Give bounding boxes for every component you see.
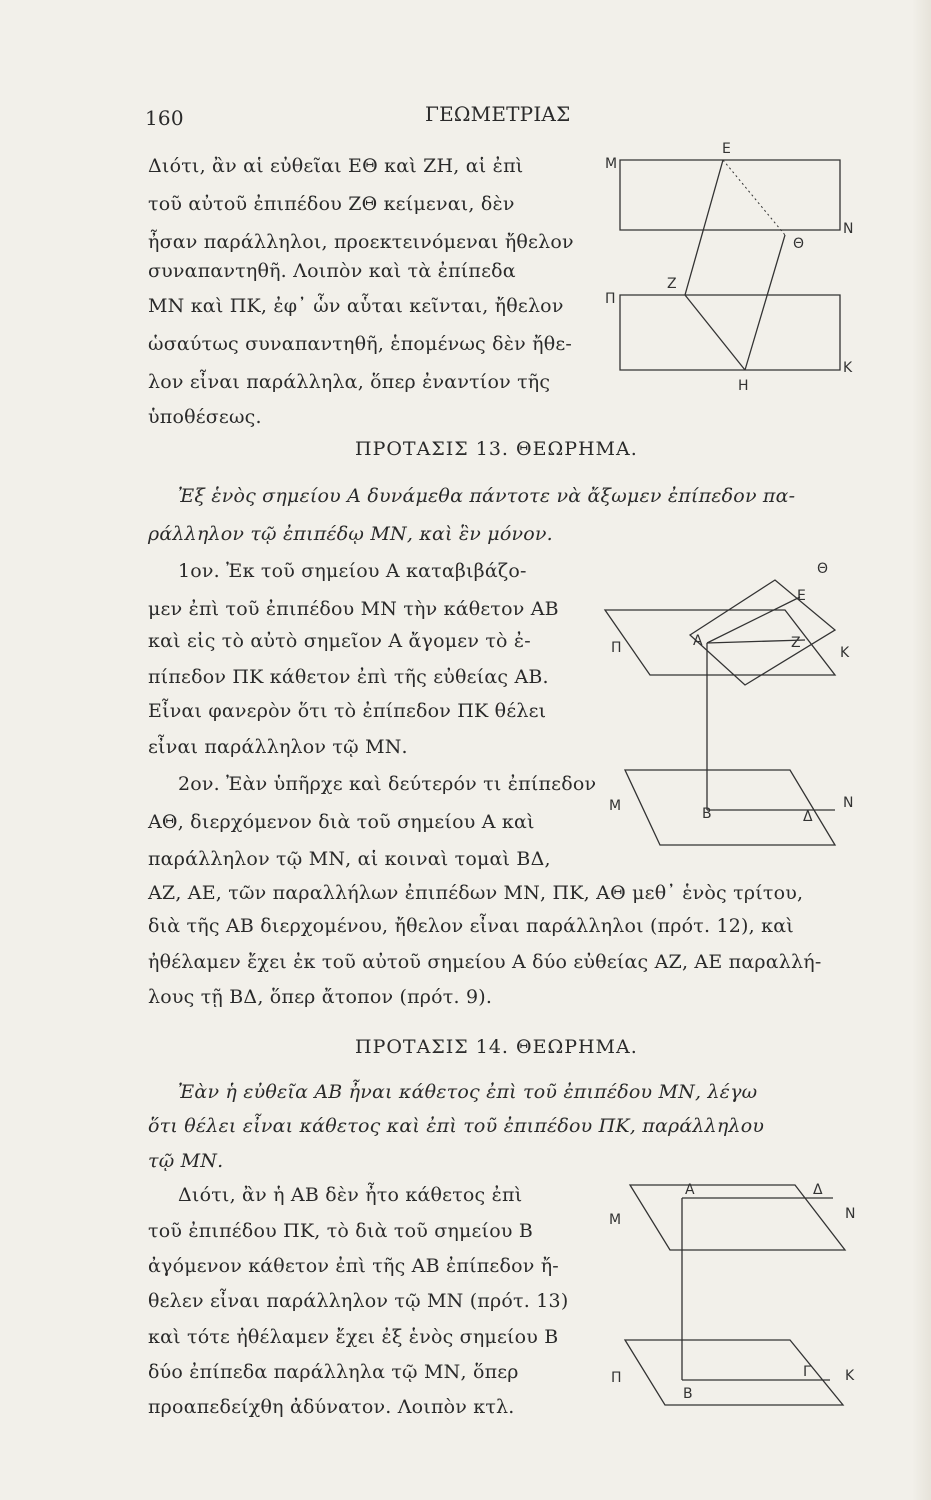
label-N: Ν — [843, 795, 854, 811]
label-A: Α — [685, 1182, 695, 1198]
text-line: ἦσαν παράλληλοι, προεκτεινόμεναι ἤθελον — [148, 231, 574, 253]
text-line: 1ον. Ἐκ τοῦ σημείου Α καταβιβάζο- — [178, 560, 527, 582]
figure-parallel-planes-1 — [605, 135, 865, 405]
label-TH: Θ — [817, 561, 829, 577]
text-line: εἶναι παράλληλον τῷ ΜΝ. — [148, 736, 408, 758]
label-G: Γ — [803, 1364, 811, 1380]
label-P: Π — [611, 1370, 622, 1386]
text-line: ἠθέλαμεν ἔχει ἐκ τοῦ αὐτοῦ σημείου Α δύο εὐθείας ΑΖ, ΑΕ παραλλή- — [148, 951, 822, 973]
label-K: Κ — [840, 645, 850, 661]
figure-parallel-planes-3 — [605, 1170, 865, 1420]
label-M: Μ — [609, 798, 622, 814]
text-line: προαπεδείχθη ἀδύνατον. Λοιπὸν κτλ. — [148, 1396, 515, 1418]
label-A: Α — [693, 633, 703, 649]
text-line: τοῦ αὐτοῦ ἐπιπέδου ΖΘ κείμεναι, δὲν — [148, 193, 515, 215]
label-P: Π — [605, 291, 616, 307]
text-line: ΜΝ καὶ ΠΚ, ἐφ᾽ ὧν αὗται κεῖνται, ἤθελον — [148, 295, 564, 317]
text-line: Διότι, ἂν ἡ ΑΒ δὲν ἦτο κάθετος ἐπὶ — [178, 1184, 523, 1206]
text-line: ΑΘ, διερχόμενον διὰ τοῦ σημείου Α καὶ — [148, 811, 535, 833]
proposition-13-statement: ράλληλον τῷ ἐπιπέδῳ ΜΝ, καὶ ἓν μόνον. — [148, 523, 553, 545]
proposition-14-statement: Ἐὰν ἡ εὐθεῖα ΑΒ ἦναι κάθετος ἐπὶ τοῦ ἐπιπέδου ΜΝ, λέγω — [178, 1081, 758, 1103]
text-line: 2ον. Ἐὰν ὑπῆρχε καὶ δεύτερόν τι ἐπίπεδον — [178, 773, 597, 795]
text-line: τοῦ ἐπιπέδου ΠΚ, τὸ διὰ τοῦ σημείου Β — [148, 1220, 533, 1242]
label-E: Ε — [797, 588, 806, 604]
label-K: Κ — [845, 1368, 855, 1384]
label-K: Κ — [843, 360, 853, 376]
label-B: Β — [683, 1386, 693, 1402]
label-M: Μ — [609, 1212, 622, 1228]
text-line: παράλληλον τῷ ΜΝ, αἱ κοιναὶ τομαὶ ΒΔ, — [148, 848, 551, 870]
label-P: Π — [611, 640, 622, 656]
label-B: Β — [702, 806, 712, 822]
page-number: 160 — [145, 106, 184, 130]
label-TH: Θ — [793, 236, 805, 252]
text-line: συναπαντηθῆ. Λοιπὸν καὶ τὰ ἐπίπεδα — [148, 260, 516, 282]
proposition-13-statement: Ἐξ ἑνὸς σημείου Α δυνάμεθα πάντοτε νὰ ἄξωμεν ἐπίπεδον πα- — [178, 485, 796, 507]
label-D: Δ — [803, 809, 813, 825]
text-line: δύο ἐπίπεδα παράλληλα τῷ ΜΝ, ὅπερ — [148, 1361, 519, 1383]
proposition-13-heading: ΠΡΟΤΑΣΙΣ 13. ΘΕΩΡΗΜΑ. — [355, 438, 638, 460]
label-Z: Ζ — [667, 276, 677, 292]
text-line: Διότι, ἂν αἱ εὐθεῖαι ΕΘ καὶ ΖΗ, αἱ ἐπὶ — [148, 155, 524, 177]
label-E: Ε — [722, 141, 731, 157]
text-line: πίπεδον ΠΚ κάθετον ἐπὶ τῆς εὐθείας ΑΒ. — [148, 666, 549, 688]
proposition-14-statement: τῷ ΜΝ. — [148, 1150, 224, 1172]
page-edge-shadow — [912, 0, 931, 1500]
running-title: ΓΕΩΜΕΤΡΙΑΣ — [425, 102, 571, 126]
text-line: ὡσαύτως συναπαντηθῆ, ἑπομένως δὲν ἤθε- — [148, 333, 573, 355]
label-H: Η — [738, 378, 749, 394]
text-line: λον εἶναι παράλληλα, ὅπερ ἐναντίον τῆς — [148, 371, 551, 393]
text-line: ὑποθέσεως. — [148, 406, 262, 428]
text-line: θελεν εἶναι παράλληλον τῷ ΜΝ (πρότ. 13) — [148, 1290, 569, 1312]
label-N: Ν — [845, 1206, 856, 1222]
text-line: καὶ τότε ἠθέλαμεν ἔχει ἐξ ἑνὸς σημείου Β — [148, 1326, 559, 1348]
text-line: καὶ εἰς τὸ αὐτὸ σημεῖον Α ἄγομεν τὸ ἐ- — [148, 630, 531, 652]
text-line: διὰ τῆς ΑΒ διερχομένου, ἤθελον εἶναι παράλληλοι (πρότ. 12), καὶ — [148, 915, 794, 937]
proposition-14-statement: ὅτι θέλει εἶναι κάθετος καὶ ἐπὶ τοῦ ἐπιπέδου ΠΚ, παράλληλου — [148, 1115, 765, 1137]
proposition-14-heading: ΠΡΟΤΑΣΙΣ 14. ΘΕΩΡΗΜΑ. — [355, 1036, 638, 1058]
label-M: Μ — [605, 156, 618, 172]
label-Z: Ζ — [791, 635, 801, 651]
figure-parallel-planes-2 — [605, 545, 865, 865]
text-line: λους τῇ ΒΔ, ὅπερ ἄτοπον (πρότ. 9). — [148, 986, 493, 1008]
label-D: Δ — [813, 1182, 823, 1198]
text-line: ΑΖ, ΑΕ, τῶν παραλλήλων ἐπιπέδων ΜΝ, ΠΚ, ΑΘ μεθ᾽ ἑνὸς τρίτου, — [148, 882, 804, 904]
text-line: ἀγόμενον κάθετον ἐπὶ τῆς ΑΒ ἐπίπεδον ἤ- — [148, 1255, 559, 1277]
text-line: Εἶναι φανερὸν ὅτι τὸ ἐπίπεδον ΠΚ θέλει — [148, 700, 547, 722]
text-line: μεν ἐπὶ τοῦ ἐπιπέδου ΜΝ τὴν κάθετον ΑΒ — [148, 598, 559, 620]
label-N: Ν — [843, 221, 854, 237]
